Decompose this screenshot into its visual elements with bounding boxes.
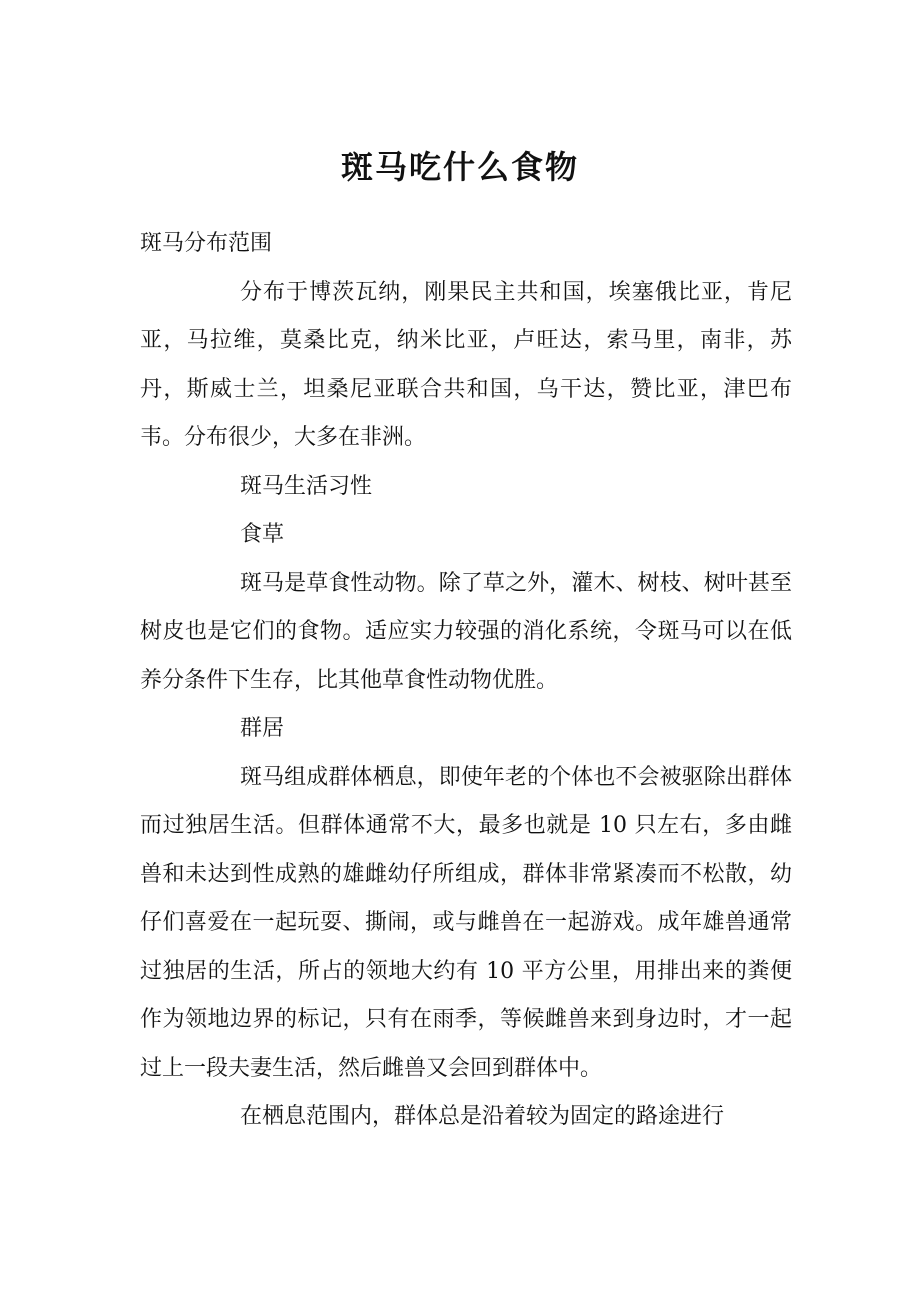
section-heading-distribution: 斑马分布范围 bbox=[140, 231, 273, 256]
document-title: 斑马吃什么食物 bbox=[340, 148, 579, 186]
herd-paragraph: 斑马组成群体栖息，即使年老的个体也不会被驱除出群体而过独居生活。但群体通常不大，最多也就是 10 只左右，多由雌兽和未达到性成熟的雄雌幼仔所组成，群体非常紧凑而不松散，幼仔们喜爱在一起玩耍、撕闹，或与雌兽在一起游戏。成年雄兽通常过独居的生活，所占的领地大约有 10 平方公里，用排出来的粪便作为领地边界的标记，只有在雨季，等候雌兽来到身边时，才一起过上一段夫妻生活，然后雌兽又会回到群体中。 bbox=[140, 764, 792, 1081]
section-heading-habits: 斑马生活习性 bbox=[240, 473, 373, 499]
herbivore-paragraph: 斑马是草食性动物。除了草之外，灌木、树枝、树叶甚至树皮也是它们的食物。适应实力较强的消化系统，令斑马可以在低养分条件下生存，比其他草食性动物优胜。 bbox=[140, 570, 792, 693]
subheading-herd: 群居 bbox=[240, 716, 285, 741]
document-body bbox=[140, 220, 792, 1142]
distribution-paragraph: 分布于博茨瓦纳，刚果民主共和国，埃塞俄比亚，肯尼亚，马拉维，莫桑比克，纳米比亚，卢旺达，索马里，南非，苏丹，斯威士兰，坦桑尼亚联合共和国，乌干达，赞比亚，津巴布韦。分布很少，大多在非洲。 bbox=[140, 279, 792, 450]
range-paragraph: 在栖息范围内，群体总是沿着较为固定的路途进行 bbox=[240, 1104, 725, 1129]
subheading-herbivore: 食草 bbox=[240, 522, 285, 547]
